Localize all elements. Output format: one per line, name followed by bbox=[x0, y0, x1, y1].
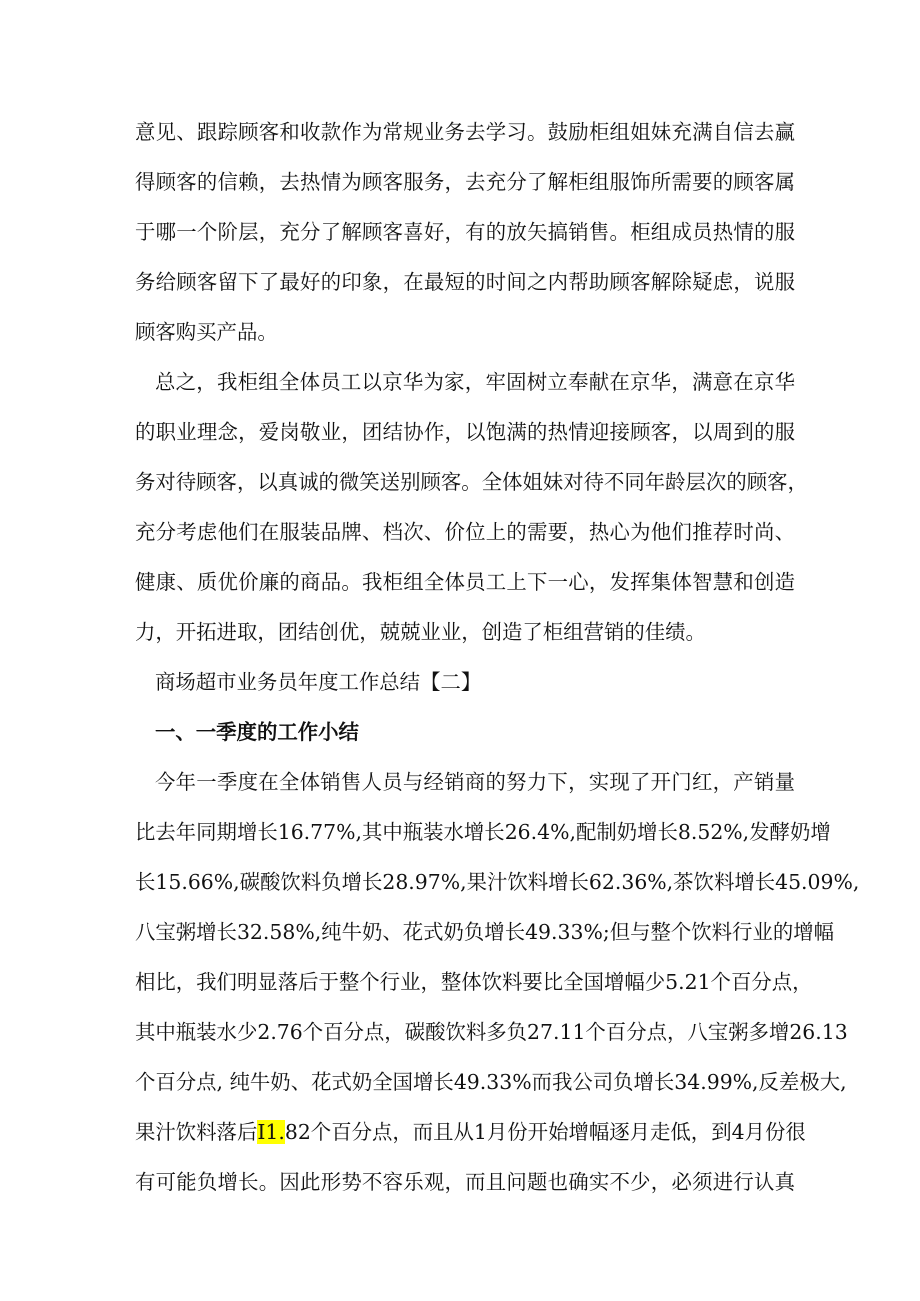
paragraph-line: 顾客购买产品。 bbox=[135, 320, 278, 344]
paragraph-line: 相比，我们明显落后于整个行业，整体饮料要比全国增幅少5.21个百分点， bbox=[135, 970, 813, 994]
paragraph-line: 于哪一个阶层，充分了解顾客喜好，有的放矢搞销售。柜组成员热情的服 bbox=[135, 220, 795, 244]
subheading: 一、一季度的工作小结 bbox=[155, 720, 359, 744]
section-title: 商场超市业务员年度工作总结【二】 bbox=[155, 670, 482, 694]
paragraph-line: 其中瓶装水少2.76个百分点，碳酸饮料多负27.11个百分点，八宝粥多增26.13 bbox=[135, 1020, 848, 1044]
paragraph-line: 意见、跟踪顾客和收款作为常规业务去学习。鼓励柜组姐妹充满自信去赢 bbox=[135, 120, 795, 144]
paragraph-line: 务给顾客留下了最好的印象，在最短的时间之内帮助顾客解除疑虑，说服 bbox=[135, 270, 795, 294]
paragraph-line: 长15.66%,碳酸饮料负增长28.97%,果汁饮料增长62.36%,茶饮料增长45.09%, bbox=[135, 870, 860, 894]
paragraph-line: 务对待顾客，以真诚的微笑送别顾客。全体姐妹对待不同年龄层次的顾客， bbox=[135, 470, 808, 494]
paragraph-line: 个百分点, 纯牛奶、花式奶全国增长49.33%而我公司负增长34.99%,反差极大, bbox=[135, 1070, 847, 1094]
paragraph-line: 充分考虑他们在服装品牌、档次、价位上的需要，热心为他们推荐时尚、 bbox=[135, 520, 795, 544]
paragraph-line: 总之，我柜组全体员工以京华为家，牢固树立奉献在京华，满意在京华 bbox=[155, 370, 795, 394]
paragraph-line: 的职业理念，爱岗敬业，团结协作，以饱满的热情迎接顾客，以周到的服 bbox=[135, 420, 795, 444]
paragraph-line: 比去年同期增长16.77%,其中瓶装水增长26.4%,配制奶增长8.52%,发酵奶增 bbox=[135, 820, 831, 844]
paragraph-line: 健康、质优价廉的商品。我柜组全体员工上下一心，发挥集体智慧和创造 bbox=[135, 570, 795, 594]
paragraph-line-highlighted bbox=[135, 1114, 806, 1150]
highlighted-text: I1. bbox=[257, 1120, 285, 1144]
paragraph-line: 今年一季度在全体销售人员与经销商的努力下，实现了开门红，产销量 bbox=[155, 770, 795, 794]
paragraph-line: 力，开拓进取，团结创优，兢兢业业，创造了柜组营销的佳绩。 bbox=[135, 620, 706, 644]
text-before-highlight: 果汁饮料落后 bbox=[135, 1120, 258, 1144]
paragraph-line: 有可能负增长。因此形势不容乐观，而且问题也确实不少，必须进行认真 bbox=[135, 1170, 795, 1194]
paragraph-line: 八宝粥增长32.58%,纯牛奶、花式奶负增长49.33%;但与整个饮料行业的增幅 bbox=[135, 920, 835, 944]
text-after-highlight: 82个百分点，而且从1月份开始增幅逐月走低，到4月份很 bbox=[284, 1120, 806, 1144]
paragraph-line: 得顾客的信赖，去热情为顾客服务，去充分了解柜组服饰所需要的顾客属 bbox=[135, 170, 795, 194]
